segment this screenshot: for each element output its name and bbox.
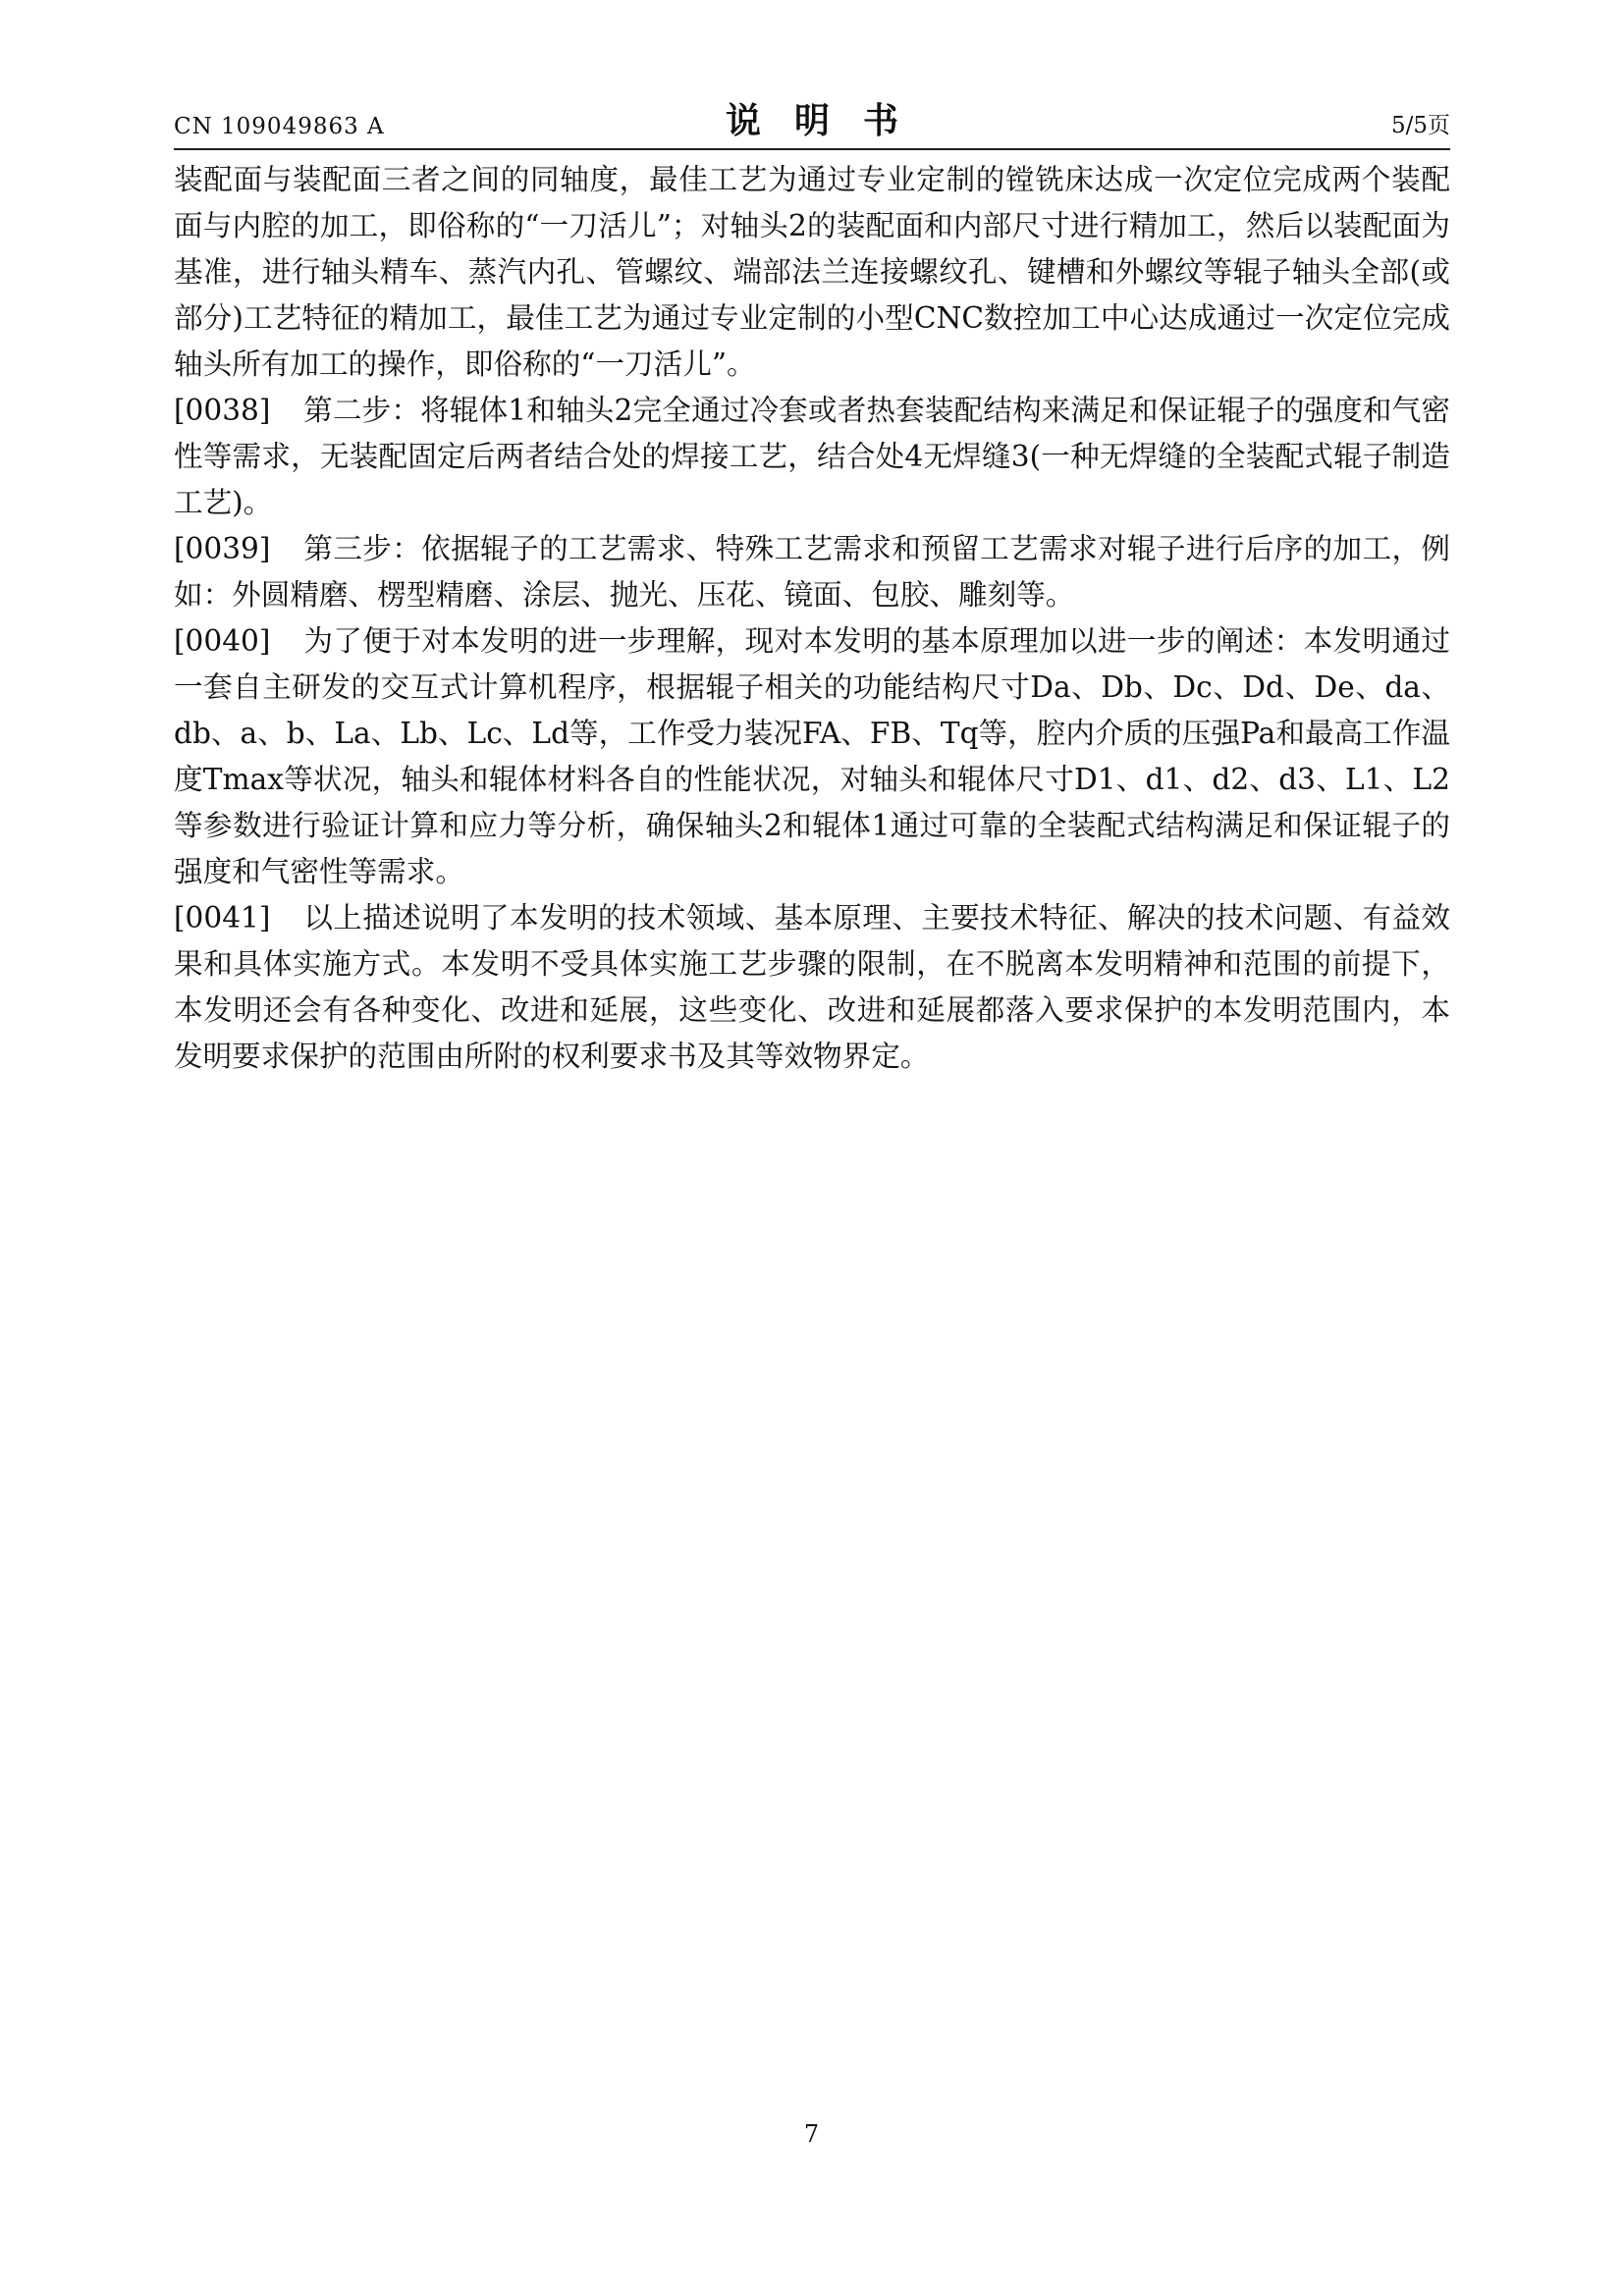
paragraph-text: 以上描述说明了本发明的技术领域、基本原理、主要技术特征、解决的技术问题、有益效果和具体实施方式。本发明不受具体实施工艺步骤的限制，在不脱离本发明精神和范围的前提下，本发明还会有各种变化、改进和延展，这些变化、改进和延展都落入要求保护的本发明范围内，本发明要求保护的范围由所附的权利要求书及其等效物界定。	[174, 901, 1450, 1073]
paragraph-text: 为了便于对本发明的进一步理解，现对本发明的基本原理加以进一步的阐述：本发明通过一套自主研发的交互式计算机程序，根据辊子相关的功能结构尺寸Da、Db、Dc、Dd、De、da、db、a、b、La、Lb、Lc、Ld等，工作受力装况FA、FB、Tq等，腔内介质的压强Pa和最高工作温度Tmax等状况，轴头和辊体材料各自的性能状况，对轴头和辊体尺寸D1、d1、d2、d3、L1、L2等参数进行验证计算和应力等分析，确保轴头2和辊体1通过可靠的全装配式结构满足和保证辊子的强度和气密性等需求。	[174, 624, 1450, 888]
paragraph-text: 第二步：将辊体1和轴头2完全通过冷套或者热套装配结构来满足和保证辊子的强度和气密性等需求，无装配固定后两者结合处的焊接工艺，结合处4无焊缝3(一种无焊缝的全装配式辊子制造工艺)。	[174, 394, 1450, 519]
paragraph-number: [0039]	[174, 532, 271, 565]
publication-number: CN 109049863 A	[174, 114, 385, 139]
paragraph-continued	[174, 157, 1450, 388]
paragraph-0038	[174, 388, 1450, 526]
paragraph-text: 装配面与装配面三者之间的同轴度，最佳工艺为通过专业定制的镗铣床达成一次定位完成两个装配面与内腔的加工，即俗称的“一刀活儿”；对轴头2的装配面和内部尺寸进行精加工，然后以装配面为基准，进行轴头精车、蒸汽内孔、管螺纹、端部法兰连接螺纹孔、键槽和外螺纹等辊子轴头全部(或部分)工艺特征的精加工，最佳工艺为通过专业定制的小型CNC数控加工中心达成通过一次定位完成轴头所有加工的操作，即俗称的“一刀活儿”。	[174, 163, 1450, 381]
document-body	[174, 157, 1450, 1080]
paragraph-text: 第三步：依据辊子的工艺需求、特殊工艺需求和预留工艺需求对辊子进行后序的加工，例如：外圆精磨、楞型精磨、涂层、抛光、压花、镜面、包胶、雕刻等。	[174, 532, 1450, 612]
paragraph-number: [0041]	[174, 901, 271, 934]
paragraph-number: [0038]	[174, 394, 271, 427]
header-divider	[174, 148, 1450, 150]
document-title: 说明书	[725, 101, 932, 141]
page-header	[174, 94, 1450, 147]
paragraph-number: [0040]	[174, 624, 271, 658]
page-info: 5/5页	[1390, 113, 1450, 138]
page-number: 7	[803, 2120, 820, 2148]
paragraph-0041	[174, 895, 1450, 1080]
paragraph-0040	[174, 618, 1450, 895]
paragraph-0039	[174, 526, 1450, 618]
